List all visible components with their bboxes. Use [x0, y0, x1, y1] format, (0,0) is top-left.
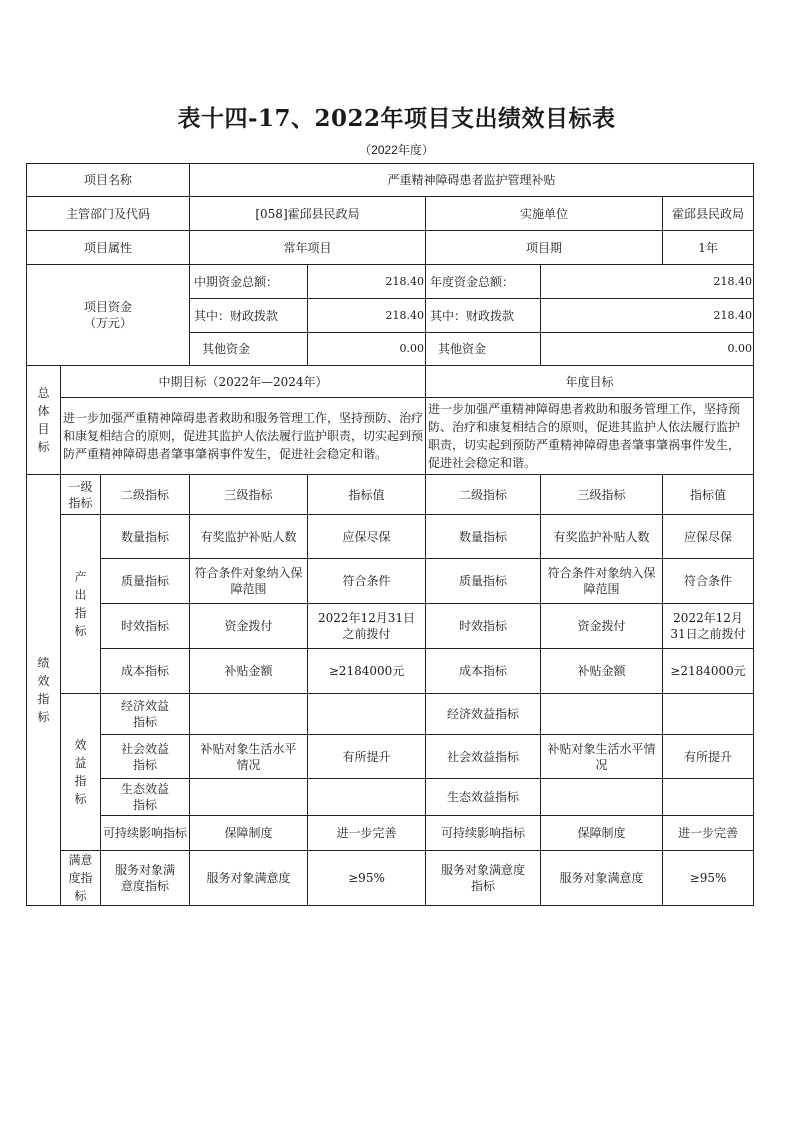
funds-label-line2: （万元）	[83, 316, 132, 330]
table-row	[27, 694, 754, 735]
project-name-value: 严重精神障碍患者监护管理补贴	[190, 164, 754, 197]
year-value-cell: 符合条件	[663, 559, 754, 604]
year-level2-cell: 时效指标	[426, 604, 541, 649]
year-value-cell: ≥2184000元	[663, 649, 754, 694]
year-value-cell: 应保尽保	[663, 515, 754, 559]
year-value-cell	[663, 694, 754, 735]
value-cell: 2022年12月31日之前拨付	[308, 604, 426, 649]
year-level2-cell: 经济效益指标	[426, 694, 541, 735]
group-label-satisfaction: 满意度指标	[61, 851, 101, 906]
year-goal-text: 进一步加强严重精神障碍患者救助和服务管理工作，坚持预防、治疗和康复相结合的原则，促进其监护人依法履行监护职责，切实起到预防严重精神障碍患者肇事肇祸事件发生，促进社会稳定和谐。	[426, 398, 754, 475]
row-project-name	[27, 164, 754, 197]
level2-cell: 数量指标	[101, 515, 190, 559]
level2-cell: 服务对象满意度指标	[101, 851, 190, 906]
project-name-label: 项目名称	[27, 164, 190, 197]
year-total-label: 年度资金总额：	[426, 265, 541, 299]
level3-cell: 服务对象满意度	[190, 851, 308, 906]
funds-label	[27, 265, 190, 366]
mid-total-label: 中期资金总额：	[190, 265, 308, 299]
value-cell: ≥2184000元	[308, 649, 426, 694]
year-value-cell: 2022年12月31日之前拨付	[663, 604, 754, 649]
level2-cell: 质量指标	[101, 559, 190, 604]
level2-cell: 生态效益指标	[101, 779, 190, 816]
year-other-value: 0.00	[541, 333, 754, 366]
year-value-cell: 有所提升	[663, 735, 754, 779]
table-row	[27, 649, 754, 694]
year-level2-cell: 质量指标	[426, 559, 541, 604]
year-level3-cell: 有奖监护补贴人数	[541, 515, 663, 559]
year-fiscal-value: 218.40	[541, 299, 754, 333]
level3-cell: 资金拨付	[190, 604, 308, 649]
year-level3-cell: 服务对象满意度	[541, 851, 663, 906]
header-year-level3: 三级指标	[541, 475, 663, 515]
year-value-cell: ≥95%	[663, 851, 754, 906]
level3-cell: 有奖监护补贴人数	[190, 515, 308, 559]
mid-fiscal-label: 其中：财政拨款	[190, 299, 308, 333]
overall-goals-label: 总体目标	[27, 366, 61, 475]
department-label: 主管部门及代码	[27, 197, 190, 231]
level3-cell	[190, 779, 308, 816]
year-level2-cell: 数量指标	[426, 515, 541, 559]
header-year-value: 指标值	[663, 475, 754, 515]
performance-label: 绩效指标	[27, 475, 61, 906]
year-fiscal-label: 其中：财政拨款	[426, 299, 541, 333]
level3-cell	[190, 694, 308, 735]
table-row	[27, 816, 754, 851]
year-level2-cell: 成本指标	[426, 649, 541, 694]
level2-cell: 经济效益指标	[101, 694, 190, 735]
level2-cell: 社会效益指标	[101, 735, 190, 779]
group-label-benefit: 效益指标	[61, 694, 101, 851]
performance-goal-table	[26, 163, 754, 906]
mid-total-value: 218.40	[308, 265, 426, 299]
implementer-label: 实施单位	[426, 197, 663, 231]
table-row	[27, 604, 754, 649]
value-cell: 应保尽保	[308, 515, 426, 559]
row-goals-text	[27, 398, 754, 475]
value-cell: 符合条件	[308, 559, 426, 604]
year-level3-cell	[541, 694, 663, 735]
table-row	[27, 515, 754, 559]
year-level2-cell: 生态效益指标	[426, 779, 541, 816]
period-label: 项目期	[426, 231, 663, 265]
header-level2: 二级指标	[101, 475, 190, 515]
value-cell	[308, 694, 426, 735]
department-value: [058]霍邱县民政局	[190, 197, 426, 231]
level2-cell: 可持续影响指标	[101, 816, 190, 851]
value-cell: ≥95%	[308, 851, 426, 906]
table-row	[27, 779, 754, 816]
level3-cell: 补贴金额	[190, 649, 308, 694]
page-subtitle: （2022年度）	[359, 143, 434, 157]
year-value-cell: 进一步完善	[663, 816, 754, 851]
attribute-label: 项目属性	[27, 231, 190, 265]
row-department	[27, 197, 754, 231]
row-goals-header	[27, 366, 754, 398]
year-level2-cell: 可持续影响指标	[426, 816, 541, 851]
value-cell	[308, 779, 426, 816]
header-year-level2: 二级指标	[426, 475, 541, 515]
year-other-label: 其他资金	[426, 333, 541, 366]
mid-goal-header: 中期目标（2022年—2024年）	[61, 366, 426, 398]
implementer-value: 霍邱县民政局	[663, 197, 754, 231]
table-row	[27, 559, 754, 604]
level3-cell: 保障制度	[190, 816, 308, 851]
period-value: 1年	[663, 231, 754, 265]
value-cell: 有所提升	[308, 735, 426, 779]
header-level3: 三级指标	[190, 475, 308, 515]
year-level2-cell: 服务对象满意度指标	[426, 851, 541, 906]
page-title: 表十四-17、2022年项目支出绩效目标表	[177, 105, 616, 132]
mid-other-label: 其他资金	[190, 333, 308, 366]
attribute-value: 常年项目	[190, 231, 426, 265]
mid-fiscal-value: 218.40	[308, 299, 426, 333]
year-level3-cell: 补贴对象生活水平情况	[541, 735, 663, 779]
year-level3-cell: 保障制度	[541, 816, 663, 851]
row-attribute	[27, 231, 754, 265]
year-level3-cell	[541, 779, 663, 816]
level3-cell: 补贴对象生活水平情况	[190, 735, 308, 779]
table-row	[27, 851, 754, 906]
year-level3-cell: 补贴金额	[541, 649, 663, 694]
header-level1: 一级指标	[61, 475, 101, 515]
row-performance-header	[27, 475, 754, 515]
level3-cell: 符合条件对象纳入保障范围	[190, 559, 308, 604]
value-cell: 进一步完善	[308, 816, 426, 851]
year-total-value: 218.40	[541, 265, 754, 299]
table-row	[27, 735, 754, 779]
header-value: 指标值	[308, 475, 426, 515]
funds-label-line1: 项目资金	[83, 300, 132, 314]
level2-cell: 时效指标	[101, 604, 190, 649]
year-level3-cell: 符合条件对象纳入保障范围	[541, 559, 663, 604]
year-level3-cell: 资金拨付	[541, 604, 663, 649]
row-funds-total	[27, 265, 754, 299]
mid-goal-text: 进一步加强严重精神障碍患者救助和服务管理工作，坚持预防、治疗和康复相结合的原则，促进其监护人依法履行监护职责，切实起到预防严重精神障碍患者肇事肇祸事件发生，促进社会稳定和谐。	[61, 398, 426, 475]
level2-cell: 成本指标	[101, 649, 190, 694]
year-value-cell	[663, 779, 754, 816]
year-level2-cell: 社会效益指标	[426, 735, 541, 779]
group-label-output: 产出指标	[61, 515, 101, 694]
year-goal-header: 年度目标	[426, 366, 754, 398]
mid-other-value: 0.00	[308, 333, 426, 366]
